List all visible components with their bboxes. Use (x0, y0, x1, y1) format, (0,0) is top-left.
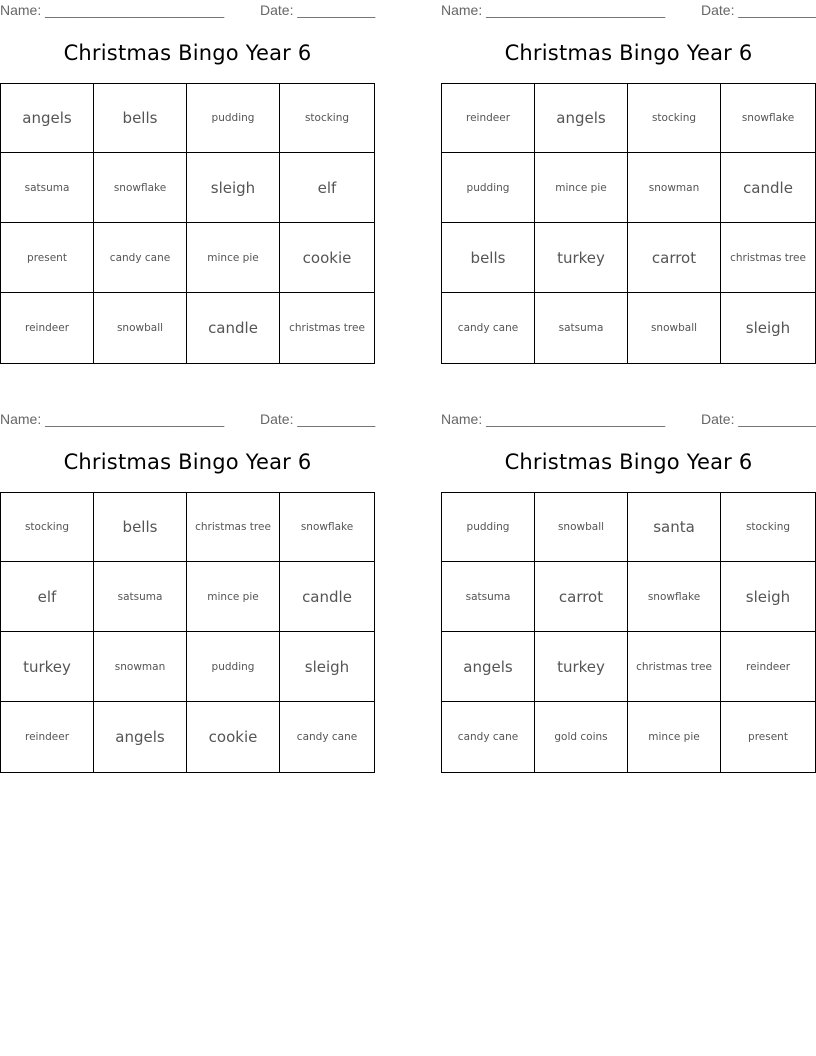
bingo-cell: pudding (187, 84, 280, 153)
name-date-header (441, 2, 816, 20)
bingo-cell: bells (442, 223, 535, 293)
bingo-cell: elf (280, 153, 374, 223)
date-field-label: Date: __________ (260, 411, 376, 427)
name-date-header (0, 2, 380, 20)
card-title: Christmas Bingo Year 6 (63, 41, 312, 65)
bingo-cell: cookie (280, 223, 374, 293)
bingo-cell: stocking (628, 84, 721, 153)
bingo-cell: candy cane (94, 223, 187, 293)
bingo-cell: turkey (535, 632, 628, 702)
card-title: Christmas Bingo Year 6 (504, 450, 753, 474)
bingo-cell: angels (1, 84, 94, 153)
date-field-label: Date: __________ (260, 2, 376, 18)
bingo-cell: sleigh (745, 319, 791, 337)
bingo-cell: present (1, 223, 94, 293)
bingo-cell: christmas tree (187, 493, 280, 562)
bingo-cell: stocking (1, 493, 94, 562)
bingo-cell: reindeer (442, 84, 535, 153)
bingo-cell: satsuma (1, 153, 94, 223)
bingo-cell: pudding (442, 493, 535, 562)
bingo-grid (441, 83, 816, 364)
bingo-cell: turkey (1, 632, 94, 702)
bingo-cell: mince pie (187, 223, 280, 293)
bingo-cell: pudding (442, 153, 535, 223)
bingo-cell: satsuma (535, 293, 628, 363)
bingo-cell: present (748, 731, 788, 743)
bingo-cell: gold coins (535, 702, 628, 772)
bingo-cell: angels (535, 84, 628, 153)
bingo-cell: carrot (628, 223, 721, 293)
bingo-cell: candle (187, 293, 280, 363)
bingo-cell: satsuma (442, 562, 535, 632)
bingo-cell: bells (94, 84, 187, 153)
bingo-cell: snowflake (280, 493, 374, 562)
name-date-header (441, 411, 816, 429)
name-date-header (0, 411, 380, 429)
bingo-cell: reindeer (1, 702, 94, 772)
name-field-label: Name: _______________________ (0, 411, 225, 427)
name-field-label: Name: _______________________ (441, 411, 666, 427)
bingo-cell: reindeer (1, 293, 94, 363)
bingo-cell: stocking (721, 493, 815, 562)
date-field-label: Date: __________ (701, 2, 816, 18)
bingo-cell: angels (94, 702, 187, 772)
bingo-cell: snowflake (628, 562, 721, 632)
bingo-cell: sleigh (280, 632, 374, 702)
name-field-label: Name: _______________________ (0, 2, 225, 18)
bingo-cell: christmas tree (289, 322, 365, 334)
bingo-cell: candy cane (442, 702, 535, 772)
bingo-cell: snowman (628, 153, 721, 223)
bingo-cell: candle (721, 153, 815, 223)
card-title: Christmas Bingo Year 6 (504, 41, 753, 65)
bingo-cell: candy cane (442, 293, 535, 363)
date-field-label: Date: __________ (701, 411, 816, 427)
bingo-cell: mince pie (535, 153, 628, 223)
bingo-cell: pudding (187, 632, 280, 702)
name-field-label: Name: _______________________ (441, 2, 666, 18)
bingo-grid (441, 492, 816, 773)
bingo-cell: christmas tree (721, 223, 815, 293)
bingo-grid (0, 492, 375, 773)
card-title: Christmas Bingo Year 6 (63, 450, 312, 474)
bingo-cell: stocking (280, 84, 374, 153)
bingo-cell: candy cane (296, 731, 358, 743)
bingo-cell: candle (280, 562, 374, 632)
bingo-cell: mince pie (628, 702, 721, 772)
bingo-cell: snowflake (721, 84, 815, 153)
bingo-cell: cookie (187, 702, 280, 772)
bingo-cell: sleigh (721, 562, 815, 632)
bingo-cell: elf (1, 562, 94, 632)
bingo-cell: turkey (535, 223, 628, 293)
bingo-grid (0, 83, 375, 364)
bingo-cell: christmas tree (628, 632, 721, 702)
bingo-cell: carrot (535, 562, 628, 632)
bingo-cell: bells (94, 493, 187, 562)
bingo-cell: snowball (535, 493, 628, 562)
bingo-cell: snowball (94, 293, 187, 363)
bingo-cell: reindeer (721, 632, 815, 702)
bingo-cell: santa (628, 493, 721, 562)
bingo-cell: sleigh (187, 153, 280, 223)
bingo-cell: angels (442, 632, 535, 702)
bingo-cell: snowball (628, 293, 721, 363)
bingo-cell: snowman (94, 632, 187, 702)
bingo-cell: satsuma (94, 562, 187, 632)
bingo-cell: mince pie (187, 562, 280, 632)
bingo-cell: snowflake (94, 153, 187, 223)
